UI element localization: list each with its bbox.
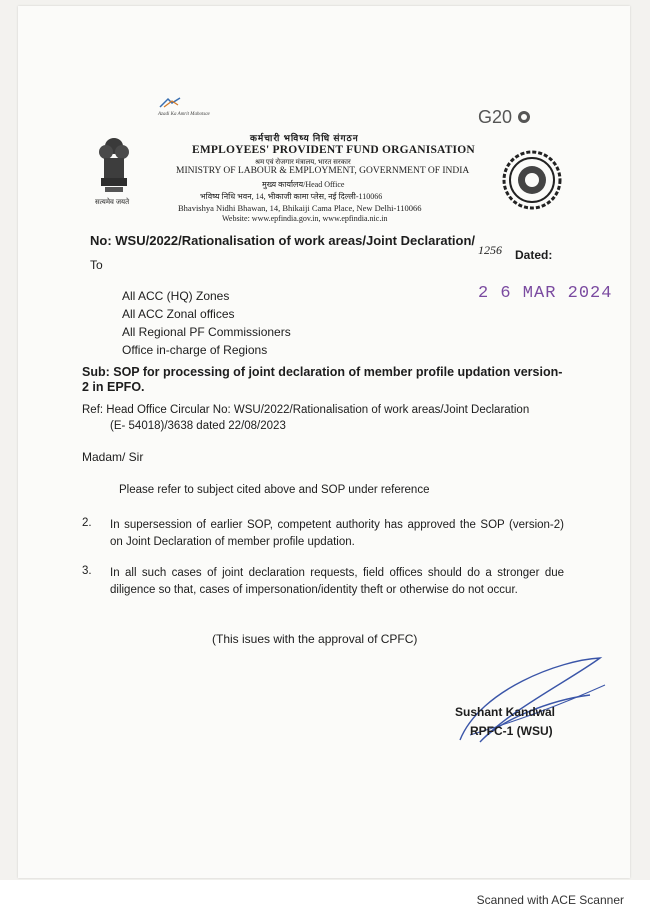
approval-note: (This isues with the approval of CPFC) <box>212 632 418 646</box>
signatory-name: Sushant Kandwal <box>455 705 556 719</box>
addressee-item: All ACC Zonal offices <box>122 307 235 321</box>
paragraph-3-number: 3. <box>82 565 92 577</box>
head-office-label: मुख्य कार्यालय/Head Office <box>262 180 345 189</box>
national-emblem-icon <box>96 136 132 198</box>
scanner-watermark: Scanned with ACE Scanner <box>476 893 624 907</box>
website: Website: www.epfindia.gov.in, www.epfindia.nic.in <box>222 214 388 223</box>
addressee-item: All Regional PF Commissioners <box>122 325 291 339</box>
paragraph-1: Please refer to subject cited above and SOP under reference <box>119 484 430 496</box>
ministry-hindi: श्रम एवं रोजगार मंत्रालय, भारत सरकार <box>255 158 351 166</box>
reference-number: No: WSU/2022/Rationalisation of work areas/Joint Declaration/ <box>90 233 476 248</box>
epfo-seal-icon <box>502 150 562 210</box>
org-name-hindi: कर्मचारी भविष्य निधि संगठन <box>250 133 359 143</box>
paragraph-2-number: 2. <box>82 517 92 529</box>
reference-block <box>82 402 564 434</box>
addressee-item: All ACC (HQ) Zones <box>122 289 230 303</box>
reference-line-1: Ref: Head Office Circular No: WSU/2022/Rationalisation of work areas/Joint Declaration <box>82 404 530 416</box>
dated-label: Dated: <box>515 248 553 262</box>
subject-line: Sub: SOP for processing of joint declaration of member profile updation version-2 in EPFO. <box>82 365 563 394</box>
date-stamp: 2 6 MAR 2024 <box>478 284 613 303</box>
handwritten-number: 1256 <box>478 243 502 257</box>
to-label: To <box>90 258 103 272</box>
akam-logo: Azadi Ka Amrit Mahotsav <box>158 97 210 117</box>
ministry-name: MINISTRY OF LABOUR & EMPLOYMENT, GOVERNMENT OF INDIA <box>176 166 470 176</box>
reference-line-2: (E- 54018)/3638 dated 22/08/2023 <box>110 420 286 432</box>
addressee-list <box>122 287 291 359</box>
salutation: Madam/ Sir <box>82 450 144 464</box>
address-hindi: भविष्य निधि भवन, 14, भीकाजी कामा प्लेस, नई दिल्ली-110066 <box>200 192 383 201</box>
emblem-caption: सत्यमेव जयते <box>95 199 130 206</box>
paragraph-3: In all such cases of joint declaration requests, field offices should do a stronger due diligence so that, cases of impersonation/identity theft or otherwise do not occur. <box>110 567 564 596</box>
org-name: EMPLOYEES' PROVIDENT FUND ORGANISATION <box>192 144 475 156</box>
paragraph-2: In supersession of earlier SOP, competent authority has approved the SOP (version-2) on Joint Declaration of member profile updation. <box>110 519 564 548</box>
signatory-designation: RPFC-1 (WSU) <box>470 724 553 738</box>
address: Bhavishya Nidhi Bhawan, 14, Bhikaiji Cama Place, New Delhi-110066 <box>178 203 422 213</box>
g20-logo: G20 <box>478 107 531 128</box>
addressee-item: Office in-charge of Regions <box>122 343 268 357</box>
